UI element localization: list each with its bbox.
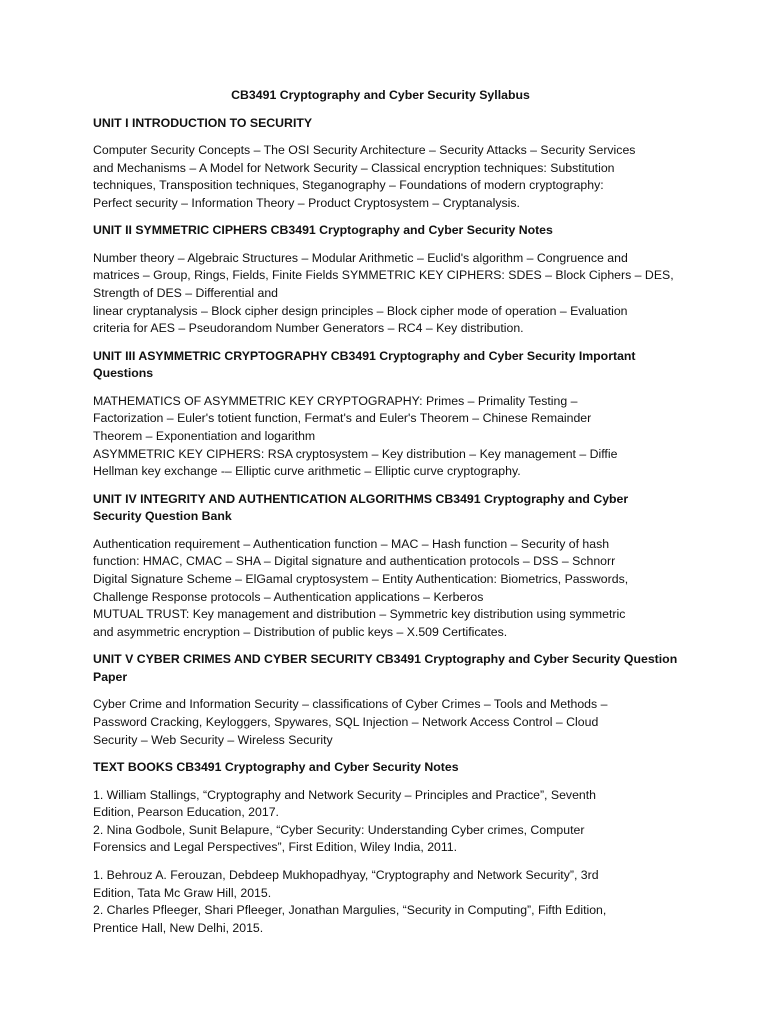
text-line: Password Cracking, Keyloggers, Spywares, SQL Injection – Network Access Control – Cloud [93, 714, 599, 729]
text-line: MUTUAL TRUST: Key management and distribution – Symmetric key distribution using symmetric [93, 607, 626, 622]
text-line: Perfect security – Information Theory – Product Cryptosystem – Cryptanalysis. [93, 195, 520, 210]
heading-line: UNIT I INTRODUCTION TO SECURITY [93, 115, 313, 130]
text-line: and Mechanisms – A Model for Network Security – Classical encryption techniques: Substitution [93, 160, 615, 175]
heading-line: UNIT III ASYMMETRIC CRYPTOGRAPHY CB3491 Cryptography and Cyber Security Important [93, 348, 636, 363]
unit-4-heading [93, 491, 668, 526]
document-title: CB3491 Cryptography and Cyber Security Syllabus [231, 88, 530, 102]
text-line: matrices – Group, Rings, Fields, Finite Fields SYMMETRIC KEY CIPHERS: SDES – Block Ciphers – DES, [93, 268, 674, 283]
unit-4-content [93, 536, 668, 642]
unit-2-content [93, 250, 674, 338]
text-line: ASYMMETRIC KEY CIPHERS: RSA cryptosystem – Key distribution – Key management – Diffie [93, 446, 618, 461]
text-line: Strength of DES – Differential and [93, 286, 279, 301]
text-line: Cyber Crime and Information Security – classifications of Cyber Crimes – Tools and Methods – [93, 697, 608, 712]
heading-line: Questions [93, 366, 154, 381]
text-line: 1. William Stallings, “Cryptography and Network Security – Principles and Practice”, Seventh [93, 787, 597, 802]
text-line: linear cryptanalysis – Block cipher design principles – Block cipher mode of operation – Evaluation [93, 303, 628, 318]
text-line: function: HMAC, CMAC – SHA – Digital signature and authentication protocols – DSS – Schnorr [93, 554, 616, 569]
unit-5-heading [93, 651, 678, 686]
text-line: Security – Web Security – Wireless Security [93, 732, 333, 747]
text-line: Edition, Pearson Education, 2017. [93, 805, 279, 820]
text-line: Number theory – Algebraic Structures – Modular Arithmetic – Euclid's algorithm – Congruence and [93, 250, 628, 265]
text-line: 1. Behrouz A. Ferouzan, Debdeep Mukhopadhyay, “Cryptography and Network Security”, 3rd [93, 868, 599, 883]
unit-5-content [93, 696, 668, 749]
text-line: criteria for AES – Pseudorandom Number Generators – RC4 – Key distribution. [93, 321, 524, 336]
text-line: Theorem – Exponentiation and logarithm [93, 429, 316, 444]
unit-1-heading [93, 115, 668, 133]
text-line: MATHEMATICS OF ASYMMETRIC KEY CRYPTOGRAPHY: Primes – Primality Testing – [93, 393, 578, 408]
reference-books-list [93, 867, 668, 937]
text-line: Digital Signature Scheme – ElGamal cryptosystem – Entity Authentication: Biometrics, Passwords, [93, 572, 629, 586]
unit-3-heading [93, 348, 668, 383]
text-line: techniques, Transposition techniques, Steganography – Foundations of modern cryptography: [93, 178, 604, 193]
text-line: Factorization – Euler's totient function, Fermat's and Euler's Theorem – Chinese Remainder [93, 411, 592, 426]
textbooks-heading: TEXT BOOKS CB3491 Cryptography and Cyber Security Notes [93, 760, 459, 775]
text-line: Authentication requirement – Authentication function – MAC – Hash function – Security of hash [93, 536, 610, 551]
heading-line: UNIT IV INTEGRITY AND AUTHENTICATION ALGORITHMS CB3491 Cryptography and Cyber [93, 491, 629, 506]
heading-line: Security Question Bank [93, 509, 232, 524]
unit-2-heading [93, 222, 668, 240]
heading-line: UNIT II SYMMETRIC CIPHERS CB3491 Cryptography and Cyber Security Notes [93, 223, 553, 238]
text-line: 2. Nina Godbole, Sunit Belapure, “Cyber Security: Understanding Cyber crimes, Computer [93, 822, 585, 837]
text-line: Computer Security Concepts – The OSI Security Architecture – Security Attacks – Security Services [93, 143, 636, 157]
heading-line: UNIT V CYBER CRIMES AND CYBER SECURITY CB3491 Cryptography and Cyber Security Question [93, 652, 678, 667]
textbooks-list [93, 787, 668, 857]
text-line: Challenge Response protocols – Authentication applications – Kerberos [93, 589, 484, 604]
text-line: Edition, Tata Mc Graw Hill, 2015. [93, 885, 272, 900]
text-line: and asymmetric encryption – Distribution of public keys – X.509 Certificates. [93, 624, 508, 639]
text-line: Forensics and Legal Perspectives”, First Edition, Wiley India, 2011. [93, 840, 458, 855]
text-line: Prentice Hall, New Delhi, 2015. [93, 920, 264, 935]
text-line: Hellman key exchange -– Elliptic curve arithmetic – Elliptic curve cryptography. [93, 464, 521, 479]
text-line: 2. Charles Pfleeger, Shari Pfleeger, Jonathan Margulies, “Security in Computing”, Fifth Edition, [93, 903, 607, 918]
heading-line: Paper [93, 669, 128, 684]
unit-3-content [93, 393, 668, 481]
unit-1-content [93, 142, 668, 212]
